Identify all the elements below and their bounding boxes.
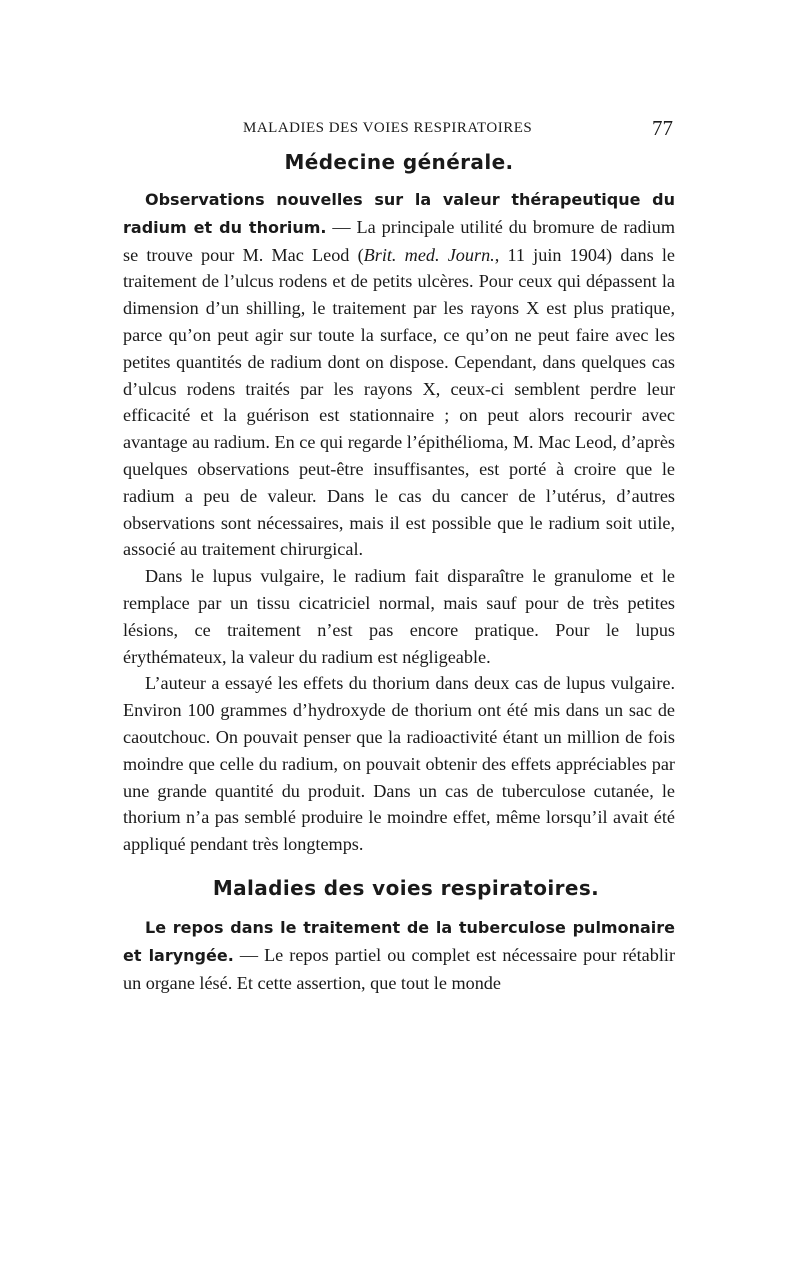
book-page: [123, 112, 675, 996]
running-header: [123, 112, 675, 144]
section-title-voies-respiratoires: Maladies des voies respiratoires.: [212, 875, 600, 900]
article-radium-thorium: [123, 186, 675, 563]
running-title: MALADIES DES VOIES RESPIRATOIRES: [243, 120, 533, 136]
article-text-body: , 11 juin 1904) dans le traitement de l’ulcus rodens et de petits ulcères. Pour ceux qui dépassent la dimension d’un shilling, le traitement par les rayons X est plus pratique, parce qu’on peut agir sur toute la surface, ce qu’on ne peut faire avec les petites quantités de radium dont on dispose. Cependant, dans quelques cas d’ulcus rodens traités par les rayons X, ceux-ci semblent perdre leur efficacité et la guérison est stationnaire ; on peut alors recourir avec avantage au radium. En ce qui regarde l’épithélioma, M. Mac Leod, d’après quelques observations peut-être insuffisantes, est porté à croire que le radium a peu de valeur. Dans le cas du cancer de l’utérus, d’autres observations sont nécessaires, mais il est possible que le radium soit utile, associé au traitement chirurgical.: [123, 244, 675, 560]
article-text-body: — Le repos partiel ou complet est nécessaire pour rétablir un organe lésé. Et cette assertion, que tout le monde: [123, 944, 676, 993]
article-text-intro: — La principale utilité du bromure de radium se trouve pour M. Mac Leod (: [123, 216, 676, 265]
paragraph-thorium-essai: L’auteur a essayé les effets du thorium dans deux cas de lupus vulgaire. Environ 100 grammes d’hydroxyde de thorium ont été mis dans un sac de caoutchouc. On pouvait penser que la radioactivité étant un million de fois moindre que celle du radium, on pouvait obtenir des effets appréciables par une grande quantité du produit. Dans un cas de tuberculose cutanée, le thorium n’a pas semblé produire le moindre effet, même lorsqu’il avait été appliqué pendant très longtemps.: [123, 673, 675, 855]
page-number: 77: [652, 116, 673, 140]
article-lead-title: Le repos dans le traitement de la tuberculose pulmonaire et laryngée.: [123, 917, 675, 965]
section-title-medecine-generale: Médecine générale.: [284, 150, 514, 174]
article-repos-tuberculose: [123, 914, 675, 996]
journal-reference: Brit. med. Journ.: [363, 244, 495, 265]
paragraph-lupus-vulgaire: Dans le lupus vulgaire, le radium fait disparaître le granulome et le remplace par un tissu cicatriciel normal, mais sauf pour de très petites lésions, ce traitement n’est pas encore pratique. Pour le lupus érythémateux, la valeur du radium est négligeable.: [123, 566, 675, 667]
article-lead-title: Observations nouvelles sur la valeur thérapeutique du radium et du thorium.: [123, 190, 675, 237]
